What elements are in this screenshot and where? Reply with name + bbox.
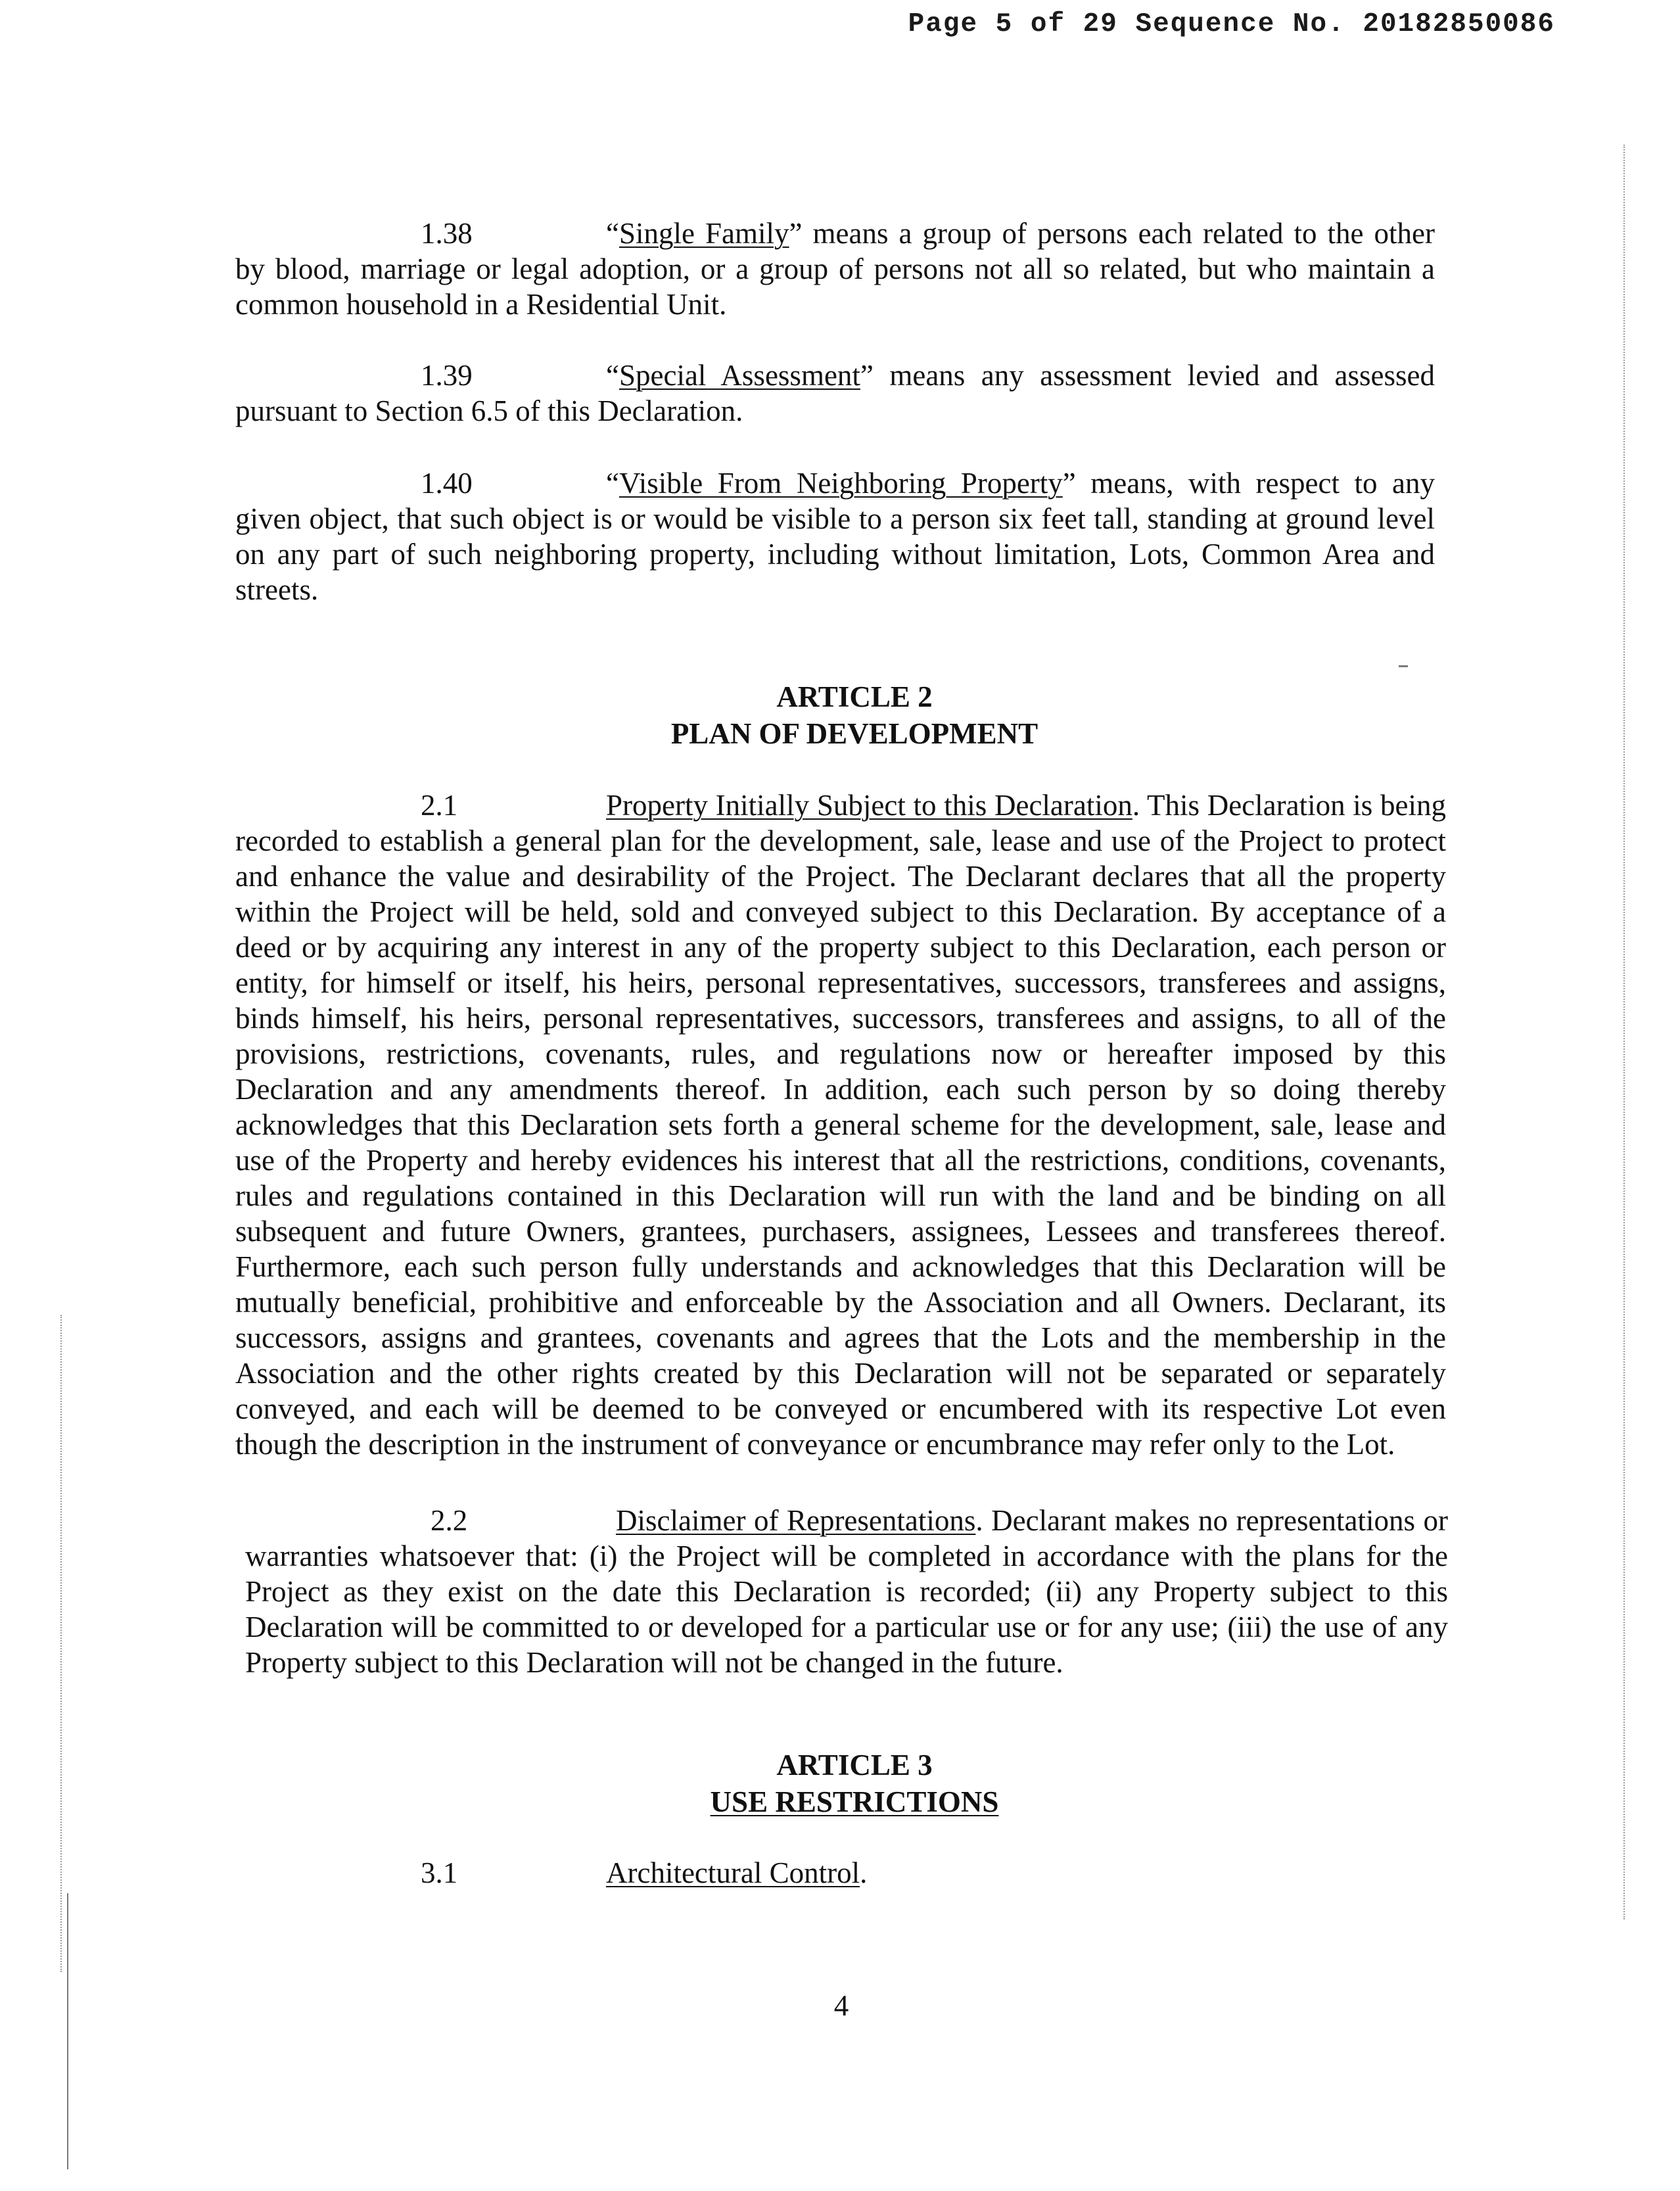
definition-text: ” means, with respect to any given object, that such object is or would be visible to a person six feet tall, standing at ground level on any part of such neighboring property, including without limitation, Lots, Common Area and streets. — [235, 467, 1435, 606]
scan-edge-left — [60, 1315, 62, 1972]
section-number: 3.1 — [421, 1856, 458, 1889]
section-2-2 — [245, 1503, 1448, 1680]
definition-text: ” means a group of persons each related to the other by blood, marriage or legal adoption, or a group of persons not all so related, but who maintain a common household in a Residential Unit. — [235, 217, 1435, 321]
section-2-1 — [235, 788, 1446, 1462]
section-number: 2.1 — [421, 789, 458, 822]
scan-edge-right — [1623, 145, 1625, 1920]
definition-1-38: 1.38 “Single Family” means a group of persons each related to the other by blood, marriage or legal adoption, or a group of persons not all so related, but who maintain a common household in a Residential Unit. — [235, 217, 1435, 321]
section-heading: Disclaimer of Representations — [616, 1504, 976, 1537]
article-3-heading — [592, 1747, 1117, 1820]
defined-term: Visible From Neighboring Property — [618, 467, 1063, 500]
section-number: 2.2 — [431, 1504, 468, 1537]
section-heading: Architectural Control — [606, 1856, 860, 1889]
defined-term: Special Assessment — [618, 359, 860, 392]
defined-term: Single Family — [618, 217, 789, 250]
scan-edge-left-line — [67, 1893, 68, 2169]
article-2-subtitle: PLAN OF DEVELOPMENT — [670, 717, 1038, 750]
page-number: 4 — [833, 1989, 849, 2022]
definition-1-39: 1.39 “Special Assessment” means any assessment levied and assessed pursuant to Section 6.5 of this Declaration. — [235, 359, 1435, 427]
section-number: 1.40 — [421, 467, 473, 500]
section-number: 1.38 — [421, 217, 473, 250]
section-number: 1.39 — [421, 359, 473, 392]
section-3-1 — [235, 1855, 1438, 1891]
article-3-title: ARTICLE 3 — [776, 1749, 933, 1781]
definition-text: ” means any assessment levied and assessed pursuant to Section 6.5 of this Declaration. — [235, 359, 1435, 427]
article-2-heading — [592, 678, 1117, 752]
article-2-title: ARTICLE 2 — [776, 680, 933, 713]
page-sequence-stamp: Page 5 of 29 Sequence No. 20182850086 — [908, 9, 1555, 39]
section-heading: Property Initially Subject to this Declaration — [606, 789, 1132, 822]
scan-mark — [1399, 665, 1408, 667]
section-text: . This Declaration is being recorded to establish a general plan for the development, sale, lease and use of the Project to protect and enhance the value and desirability of the Project. The Declarant declares that all the property within the Project will be held, sold and conveyed subject to this Declaration. By acceptance of a deed or by acquiring any interest in any of the property subject to this Declaration, each person or entity, for himself or itself, his heirs, personal representatives, successors, transferees and assigns, binds himself, his heirs, personal representatives, successors, transferees and assigns, to all of the provisions, restrictions, covenants, rules, and regulations now or hereafter imposed by this Declaration and any amendments thereof. In addition, each such person by so doing thereby acknowledges that this Declaration sets forth a general scheme for the development, sale, lease and use of the Property and hereby evidences his interest that all the restrictions, conditions, covenants, rules and regulations contained in this Declaration will run with the land and be binding on all subsequent and future Owners, grantees, purchasers, assignees, Lessees and transferees thereof. Furthermore, each such person fully understands and acknowledges that this Declaration will be mutually beneficial, prohibitive and enforceable by the Association and all Owners. Declarant, its successors, assigns and grantees, covenants and agrees that the Lots and the membership in the Association and the other rights created by this Declaration will not be separated or separately conveyed, and each will be deemed to be conveyed or encumbered with its respective Lot even though the description in the instrument of conveyance or encumbrance may refer only to the Lot. — [235, 789, 1446, 1461]
article-3-subtitle: USE RESTRICTIONS — [710, 1785, 999, 1818]
section-text: . — [860, 1856, 868, 1889]
definition-1-40: 1.40 “Visible From Neighboring Property” means, with respect to any given object, that such object is or would be visible to a person six feet tall, standing at ground level on any part of such neighboring property, including without limitation, Lots, Common Area and streets. — [235, 467, 1435, 606]
section-text: . Declarant makes no representations or warranties whatsoever that: (i) the Project will be completed in accordance with the plans for the Project as they exist on the date this Declaration is recorded; (ii) any Property subject to this Declaration will be committed to or developed for a particular use or for any use; (iii) the use of any Property subject to this Declaration will not be changed in the future. — [245, 1504, 1448, 1679]
